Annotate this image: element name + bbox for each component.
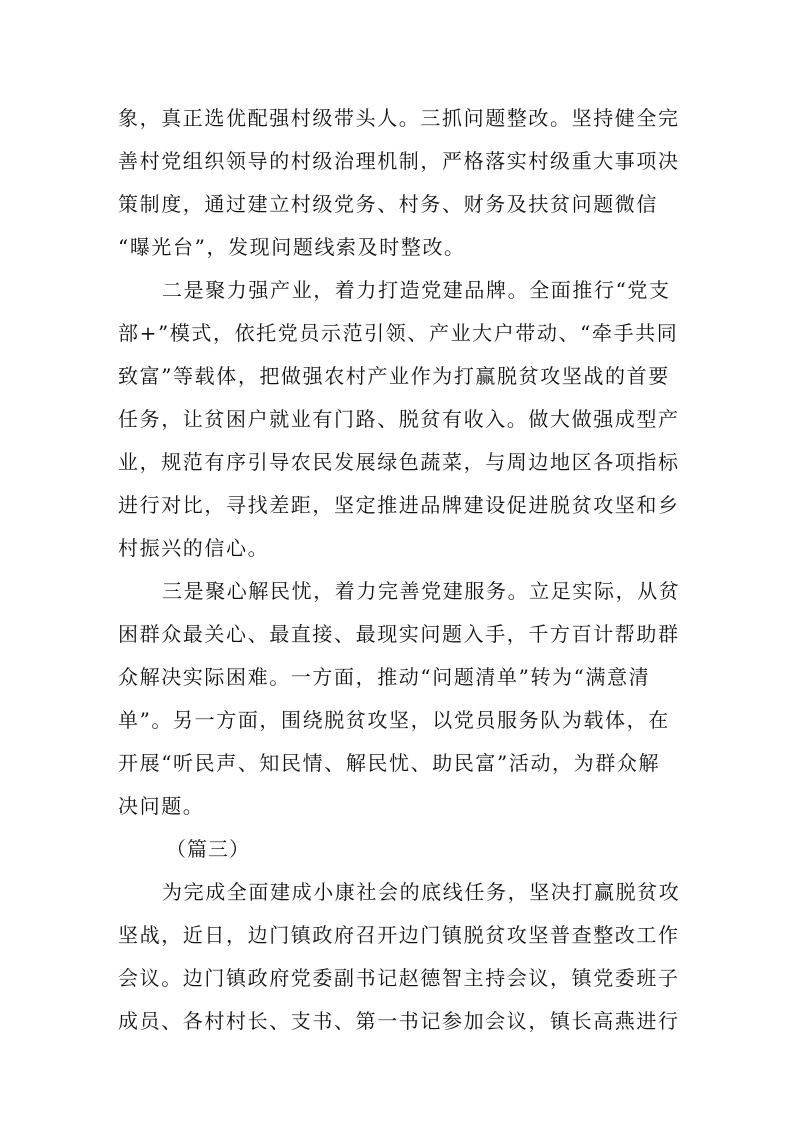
text-line: 村振兴的信心。 <box>118 536 270 560</box>
text-line: 会议。边门镇政府党委副书记赵德智主持会议，镇党委班子 <box>118 966 680 990</box>
text-line: 进行对比，寻找差距，坚定推进品牌建设促进脱贫攻坚和乡 <box>118 493 680 517</box>
text-line: 成员、各村村长、支书、第一书记参加会议，镇长高燕进行 <box>118 1009 680 1033</box>
text-line: 决问题。 <box>118 794 205 818</box>
paragraph-start-line: 为完成全面建成小康社会的底线任务，坚决打赢脱贫攻 <box>162 880 681 904</box>
text-line: 业，规范有序引导农民发展绿色蔬菜，与周边地区各项指标 <box>118 450 680 474</box>
text-line: 策制度，通过建立村级党务、村务、财务及扶贫问题微信 <box>118 192 658 216</box>
section-heading: （篇三） <box>166 837 250 861</box>
paragraph-start-line: 二是聚力强产业，着力打造党建品牌。全面推行“党支 <box>162 278 671 302</box>
text-line: 象，真正选优配强村级带头人。三抓问题整改。坚持健全完 <box>118 106 680 130</box>
text-line: 众解决实际困难。一方面，推动“问题清单”转为“满意清 <box>118 665 651 689</box>
text-line: 部+”模式，依托党员示范引领、产业大户带动、“牵手共同 <box>118 321 679 345</box>
text-line: 致富”等载体，把做强农村产业作为打赢脱贫攻坚战的首要 <box>118 364 670 388</box>
paragraph-start-line: 三是聚心解民忧，着力完善党建服务。立足实际，从贫 <box>162 579 681 603</box>
text-line: 开展“听民声、知民情、解民忧、助民富”活动，为群众解 <box>118 751 661 775</box>
text-line: 困群众最关心、最直接、最现实问题入手，千方百计帮助群 <box>118 622 680 646</box>
text-line: 单”。另一方面，围绕脱贫攻坚，以党员服务队为载体，在 <box>118 708 670 732</box>
text-line: 坚战，近日，边门镇政府召开边门镇脱贫攻坚普查整改工作 <box>118 923 680 947</box>
text-line: “曝光台”，发现问题线索及时整改。 <box>118 235 466 259</box>
text-line: 任务，让贫困户就业有门路、脱贫有收入。做大做强成型产 <box>118 407 680 431</box>
text-line: 善村党组织领导的村级治理机制，严格落实村级重大事项决 <box>118 149 680 173</box>
